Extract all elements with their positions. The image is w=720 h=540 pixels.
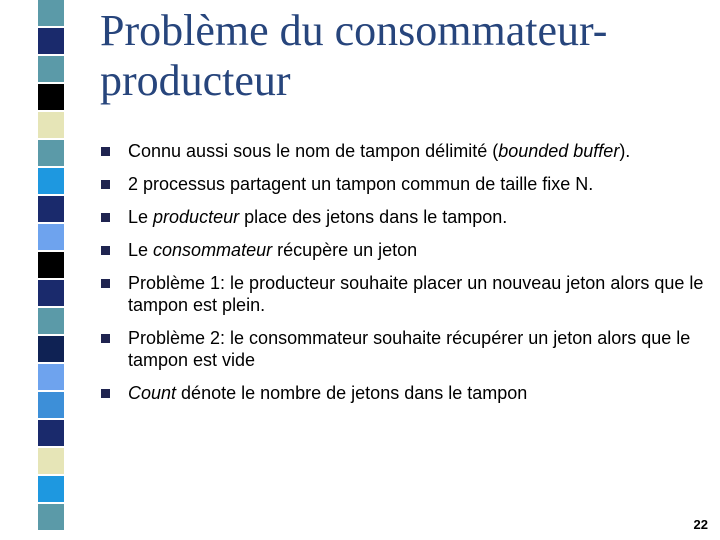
decorative-stripe — [0, 0, 100, 540]
square-bullet-icon — [101, 246, 110, 255]
bullet-item — [98, 327, 708, 371]
bullet-text: Problème 1: le producteur souhaite placer un nouveau jeton alors que le tampon est plein. — [128, 273, 704, 315]
bullet-item — [98, 173, 708, 195]
bullet-text: Count — [128, 383, 177, 403]
square-bullet-icon — [101, 147, 110, 156]
bullet-text: Le — [128, 207, 154, 227]
bullet-text: Problème 2: le consommateur souhaite récupérer un jeton alors que le tampon est vide — [128, 328, 691, 370]
bullet-text: ). — [619, 141, 631, 161]
bullet-item — [98, 382, 708, 404]
bullet-text: consommateur — [153, 240, 273, 260]
bullet-item — [98, 239, 708, 261]
bullet-text: Connu aussi sous le nom de tampon délimité ( — [128, 141, 499, 161]
bullet-item — [98, 272, 708, 316]
bullet-text: dénote le nombre de jetons dans le tampon — [176, 383, 528, 403]
bullet-text: 2 processus partagent un tampon commun de taille fixe N. — [128, 174, 594, 194]
bullet-item — [98, 140, 708, 162]
bullet-text: bounded buffer — [498, 141, 620, 161]
square-bullet-icon — [101, 213, 110, 222]
page-number: 22 — [693, 517, 708, 532]
bullet-list — [98, 140, 708, 415]
slide-title: Problème du consommateur-producteur — [100, 6, 608, 105]
bullet-text: Le — [128, 240, 154, 260]
square-bullet-icon — [101, 180, 110, 189]
square-bullet-icon — [101, 389, 110, 398]
square-bullet-icon — [101, 334, 110, 343]
square-bullet-icon — [101, 279, 110, 288]
bullet-text: producteur — [153, 207, 240, 227]
bullet-item — [98, 206, 708, 228]
bullet-text: récupère un jeton — [272, 240, 418, 260]
bullet-text: place des jetons dans le tampon. — [239, 207, 508, 227]
